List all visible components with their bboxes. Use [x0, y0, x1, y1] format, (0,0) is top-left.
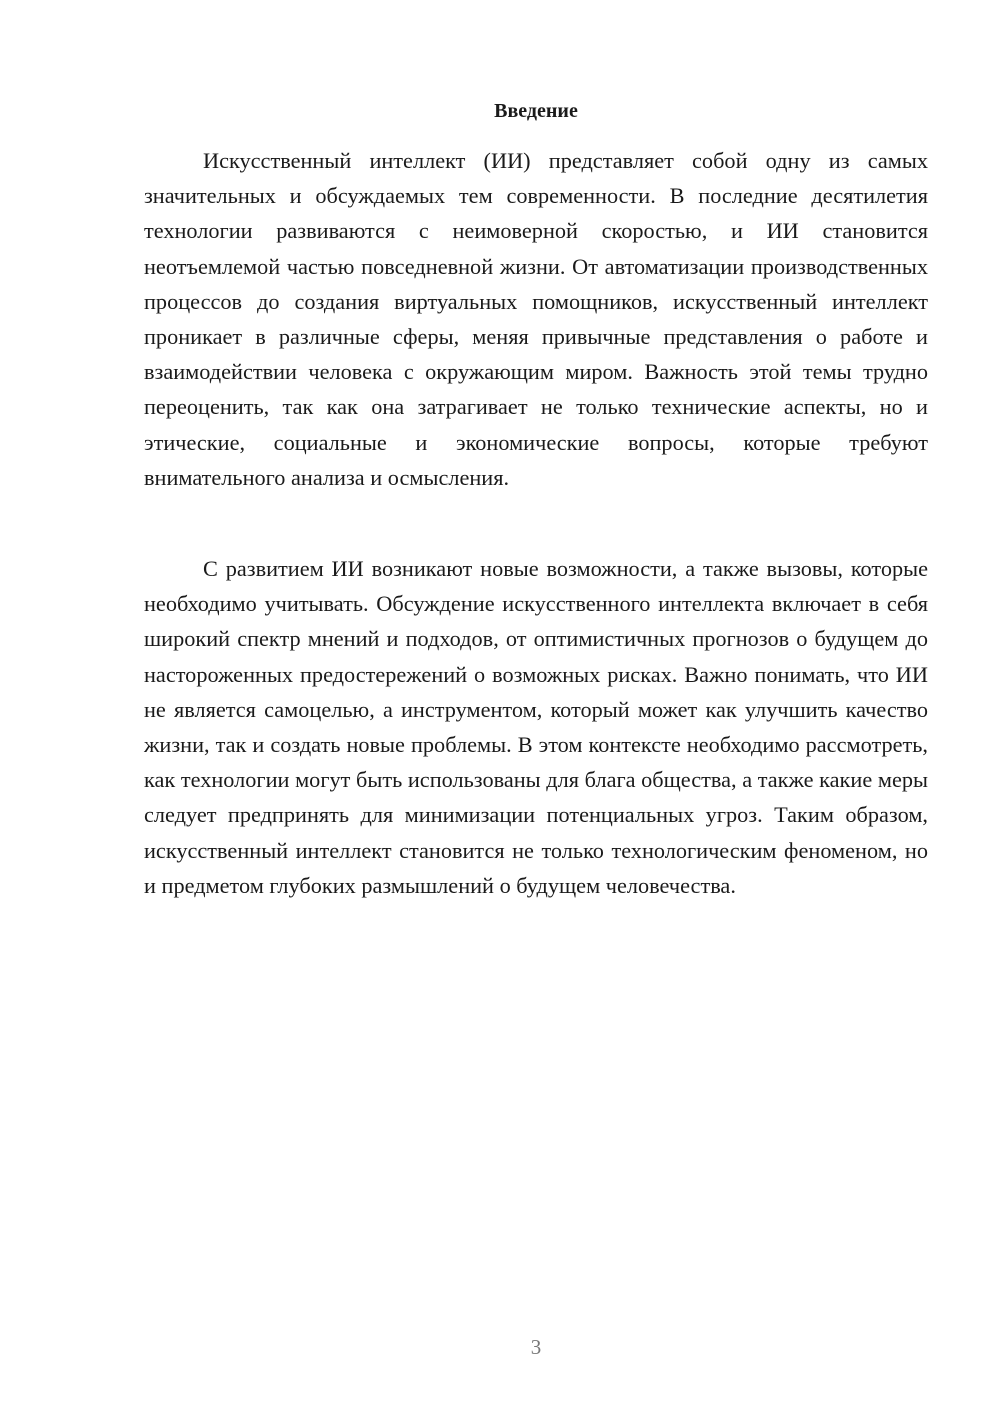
- page-number: 3: [530, 1335, 542, 1359]
- paragraph-challenges: С развитием ИИ возникают новые возможности, а также вызовы, которые необходимо учитывать. Обсуждение искусственного интеллекта включает в себя широкий спектр мнений и подходов, от оптимистичных прогнозов о будущем до настороженных предостережений о возможных рисках. Важно понимать, что ИИ не является самоцелью, а инструментом, который может как улучшить качество жизни, так и создать новые проблемы. В этом контексте необходимо рассмотреть, как технологии могут быть использованы для блага общества, а также какие меры следует предпринять для минимизации потенциальных угроз. Таким образом, искусственный интеллект становится не только технологическим феноменом, но и предметом глубоких размышлений о будущем человечества.: [144, 556, 928, 898]
- section-title: Введение: [494, 100, 578, 122]
- paragraph-intro: Искусственный интеллект (ИИ) представляет собой одну из самых значительных и обсуждаемых тем современности. В последние десятилетия технологии развиваются с неимоверной скоростью, и ИИ становится неотъемлемой частью повседневной жизни. От автоматизации производственных процессов до создания виртуальных помощников, искусственный интеллект проникает в различные сферы, меняя привычные представления о работе и взаимодействии человека с окружающим миром. Важность этой темы трудно переоценить, так как она затрагивает не только технические аспекты, но и этические, социальные и экономические вопросы, которые требуют внимательного анализа и осмысления.: [144, 148, 928, 490]
